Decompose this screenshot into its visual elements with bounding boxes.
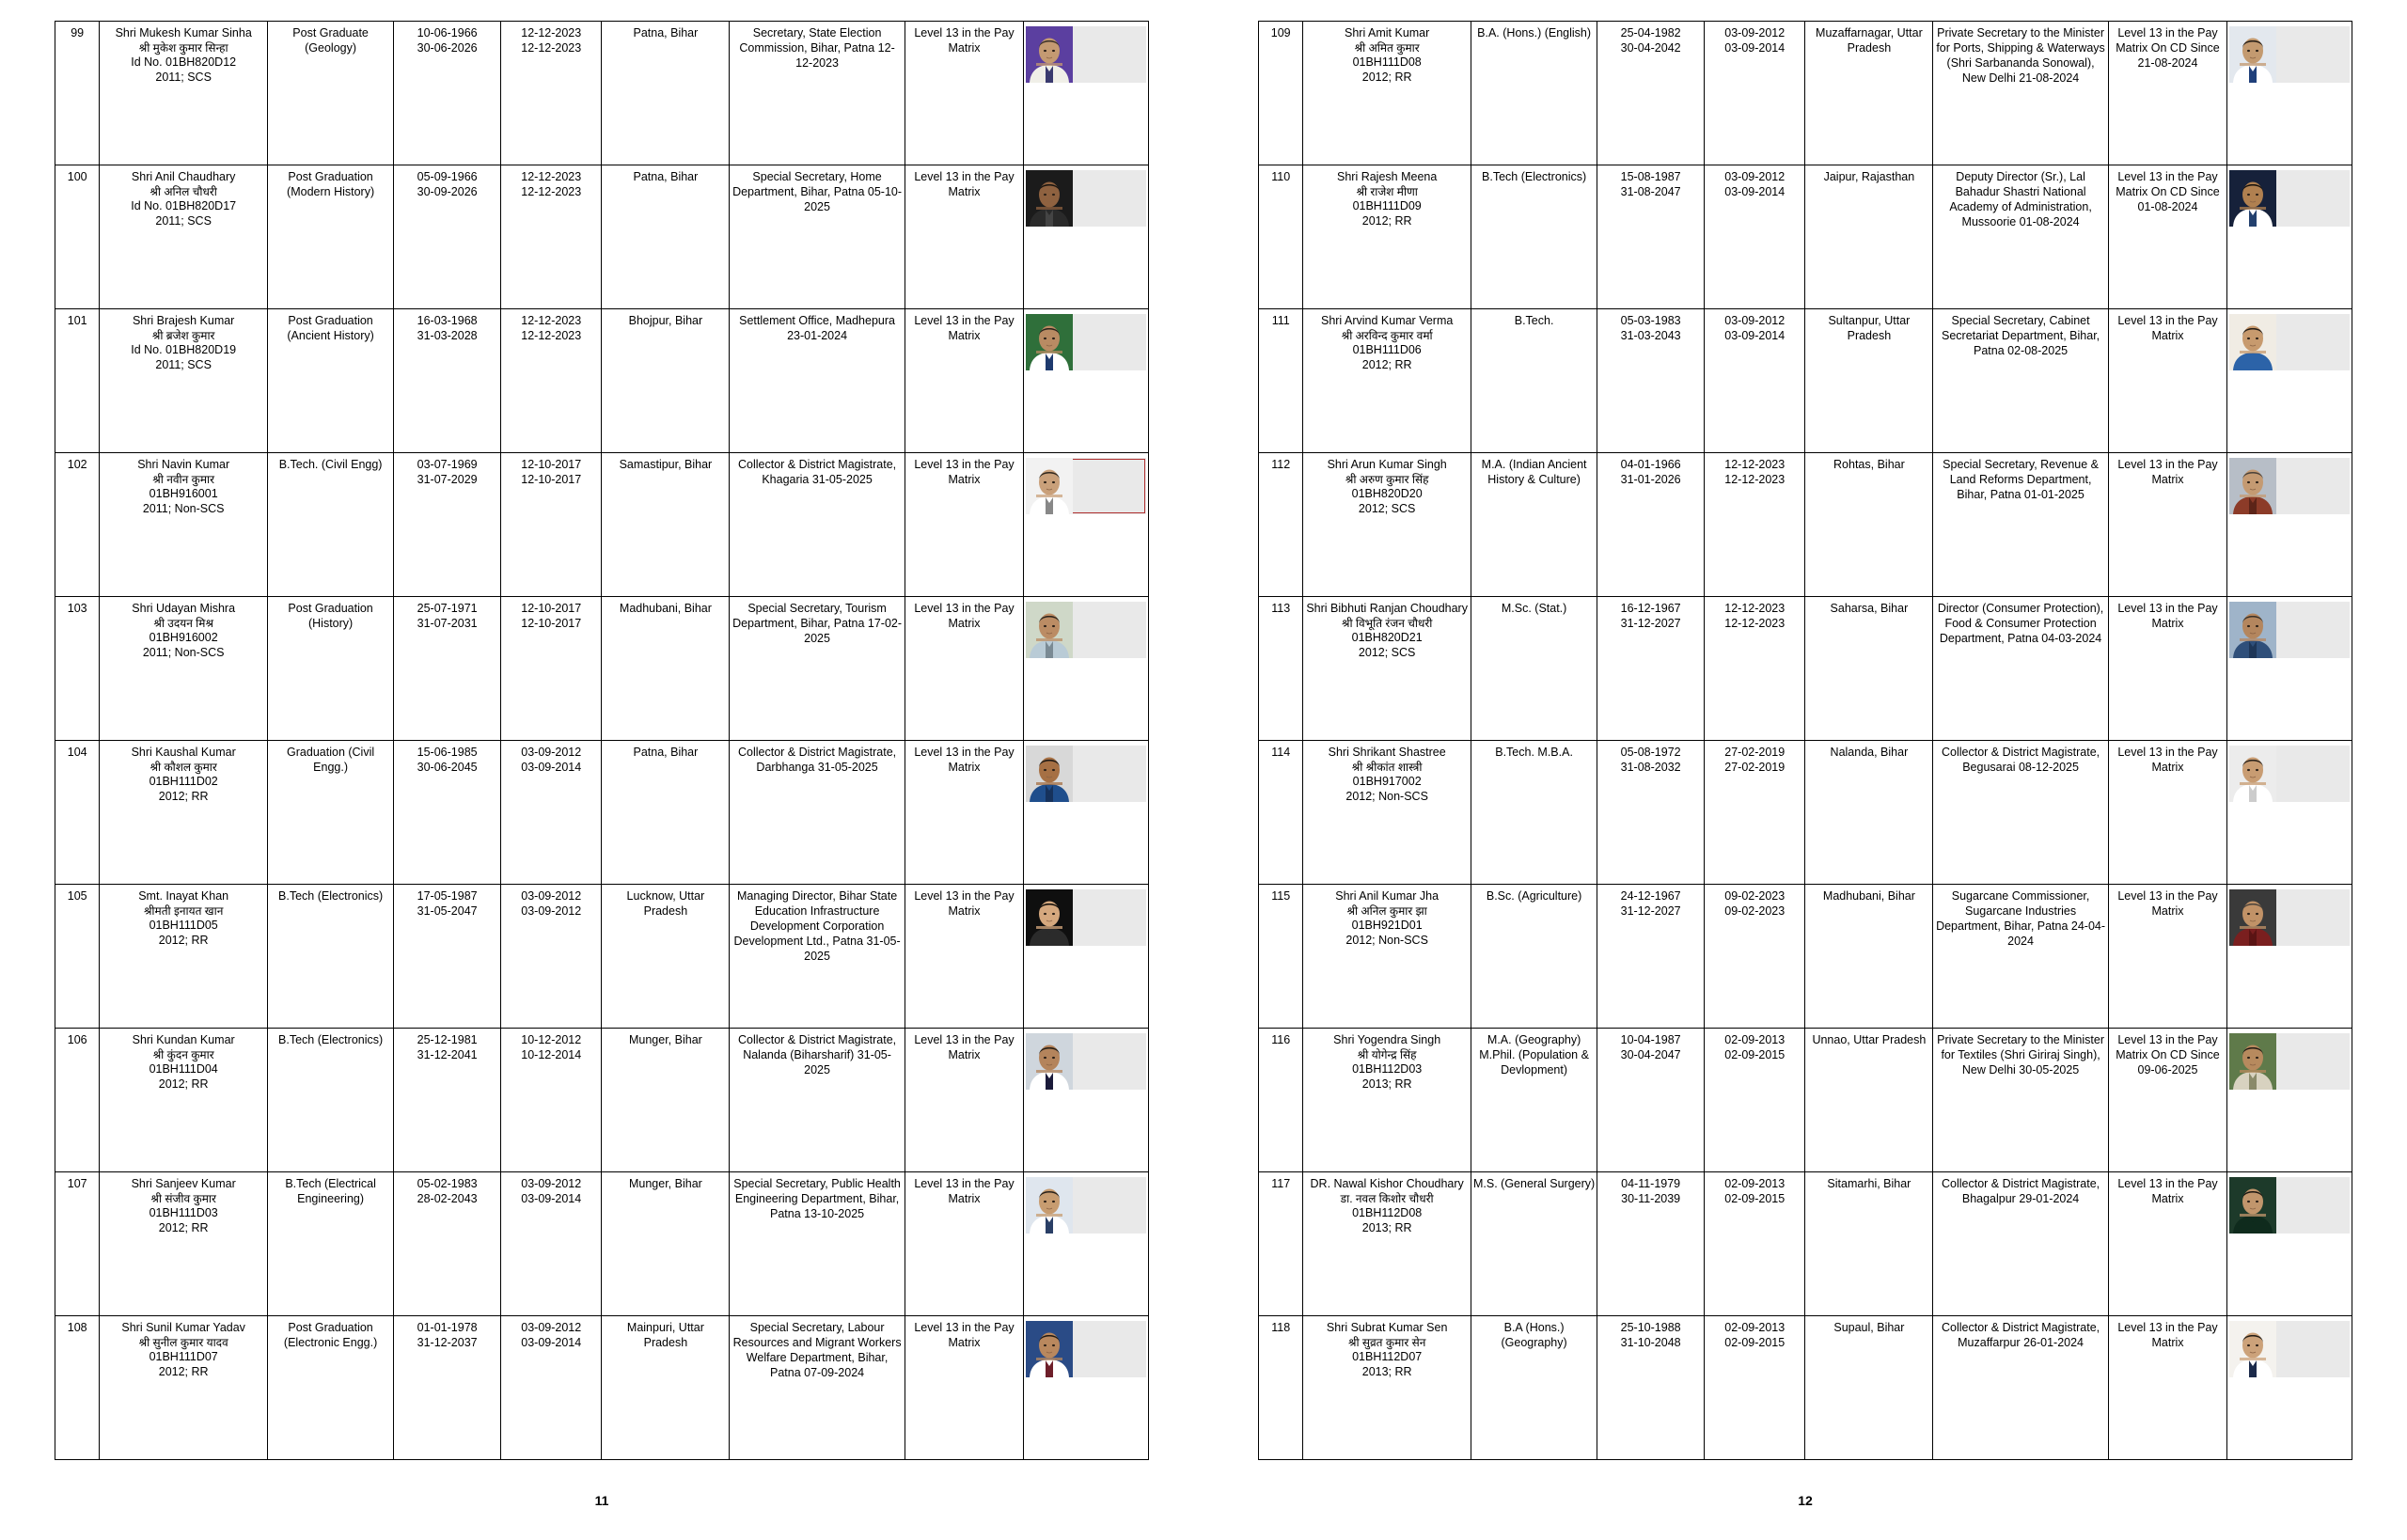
cell-dob-retirement: 10-06-1966 30-06-2026 [394,22,501,165]
cell-pay-level: Level 13 in the Pay Matrix [905,309,1023,453]
cell-dob-retirement: 24-12-1967 31-12-2027 [1597,885,1705,1029]
cell-qualification: B.Sc. (Agriculture) [1471,885,1597,1029]
cell-officer-name: Shri Anil Chaudhary श्री अनिल चौधरी Id No. 01BH820D17 2011; SCS [100,165,268,309]
cell-place: Nalanda, Bihar [1805,741,1933,885]
cell-appointment-dates: 12-12-2023 12-12-2023 [1705,597,1805,741]
cell-pay-level: Level 13 in the Pay Matrix [905,885,1023,1029]
cell-appointment-dates: 03-09-2012 03-09-2014 [1705,309,1805,453]
cell-qualification: B.Tech. (Civil Engg) [267,453,393,597]
table-row [55,741,1149,885]
cell-place: Samastipur, Bihar [602,453,730,597]
cell-pay-level: Level 13 in the Pay Matrix [905,1316,1023,1460]
cell-qualification: M.S. (General Surgery) [1471,1172,1597,1316]
cell-photo [2227,309,2352,453]
cell-qualification: Post Graduation (Modern History) [267,165,393,309]
cell-qualification: M.A. (Geography) M.Phil. (Population & Devlopment) [1471,1029,1597,1172]
cell-pay-level: Level 13 in the Pay Matrix [2108,885,2226,1029]
cell-serial: 111 [1259,309,1303,453]
cell-photo [1024,1172,1149,1316]
cell-designation: Managing Director, Bihar State Education Infrastructure Development Corporation Development Ltd., Patna 31-05-2025 [730,885,905,1029]
cell-designation: Collector & District Magistrate, Muzaffarpur 26-01-2024 [1933,1316,2108,1460]
cell-dob-retirement: 03-07-1969 31-07-2029 [394,453,501,597]
cell-designation: Special Secretary, Revenue & Land Reforms Department, Bihar, Patna 01-01-2025 [1933,453,2108,597]
cell-dob-retirement: 04-11-1979 30-11-2039 [1597,1172,1705,1316]
cell-appointment-dates: 03-09-2012 03-09-2012 [501,885,602,1029]
cell-designation: Collector & District Magistrate, Begusarai 08-12-2025 [1933,741,2108,885]
cell-dob-retirement: 25-10-1988 31-10-2048 [1597,1316,1705,1460]
cell-pay-level: Level 13 in the Pay Matrix [2108,309,2226,453]
cell-dob-retirement: 05-02-1983 28-02-2043 [394,1172,501,1316]
cell-pay-level: Level 13 in the Pay Matrix [905,1172,1023,1316]
cell-place: Lucknow, Uttar Pradesh [602,885,730,1029]
cell-photo [2227,885,2352,1029]
cell-photo [1024,597,1149,741]
cell-officer-name: Shri Udayan Mishra श्री उदयन मिश्र 01BH916002 2011; Non-SCS [100,597,268,741]
officer-photo [2229,889,2350,946]
officer-photo [1026,314,1146,370]
cell-serial: 105 [55,885,100,1029]
cell-serial: 100 [55,165,100,309]
cell-designation: Special Secretary, Tourism Department, Bihar, Patna 17-02-2025 [730,597,905,741]
table-row [55,885,1149,1029]
table-row [1259,309,2352,453]
cell-serial: 114 [1259,741,1303,885]
officer-photo [1026,458,1146,514]
cell-place: Sitamarhi, Bihar [1805,1172,1933,1316]
cell-pay-level: Level 13 in the Pay Matrix [2108,453,2226,597]
cell-officer-name: Shri Mukesh Kumar Sinha श्री मुकेश कुमार सिन्हा Id No. 01BH820D12 2011; SCS [100,22,268,165]
cell-officer-name: Shri Anil Kumar Jha श्री अनिल कुमार झा 01BH921D01 2012; Non-SCS [1303,885,1471,1029]
cell-appointment-dates: 03-09-2012 03-09-2014 [1705,165,1805,309]
cell-appointment-dates: 12-12-2023 12-12-2023 [501,22,602,165]
cell-qualification: B.A (Hons.) (Geography) [1471,1316,1597,1460]
cell-designation: Special Secretary, Public Health Engineering Department, Bihar, Patna 13-10-2025 [730,1172,905,1316]
cell-photo [1024,22,1149,165]
cell-place: Rohtas, Bihar [1805,453,1933,597]
cell-serial: 110 [1259,165,1303,309]
cell-appointment-dates: 02-09-2013 02-09-2015 [1705,1316,1805,1460]
cell-place: Patna, Bihar [602,165,730,309]
cell-dob-retirement: 05-08-1972 31-08-2032 [1597,741,1705,885]
cell-place: Patna, Bihar [602,741,730,885]
cell-pay-level: Level 13 in the Pay Matrix [905,741,1023,885]
cell-photo [1024,741,1149,885]
cell-officer-name: Shri Arvind Kumar Verma श्री अरविन्द कुमार वर्मा 01BH111D06 2012; RR [1303,309,1471,453]
cell-appointment-dates: 12-12-2023 12-12-2023 [1705,453,1805,597]
cell-designation: Private Secretary to the Minister for Ports, Shipping & Waterways (Shri Sarbananda Sonowal), New Delhi 21-08-2024 [1933,22,2108,165]
cell-qualification: B.Tech. [1471,309,1597,453]
table-row [1259,1029,2352,1172]
officer-photo [2229,1321,2350,1377]
cell-appointment-dates: 12-10-2017 12-10-2017 [501,597,602,741]
cell-photo [2227,597,2352,741]
officer-photo [2229,458,2350,514]
officer-photo [2229,314,2350,370]
table-row [1259,165,2352,309]
cell-dob-retirement: 15-06-1985 30-06-2045 [394,741,501,885]
cell-pay-level: Level 13 in the Pay Matrix [2108,1316,2226,1460]
table-row [55,1029,1149,1172]
cell-place: Mainpuri, Uttar Pradesh [602,1316,730,1460]
officers-table-right [1258,21,2352,1460]
cell-place: Muzaffarnagar, Uttar Pradesh [1805,22,1933,165]
cell-photo [2227,1172,2352,1316]
cell-pay-level: Level 13 in the Pay Matrix [905,165,1023,309]
cell-dob-retirement: 15-08-1987 31-08-2047 [1597,165,1705,309]
cell-pay-level: Level 13 in the Pay Matrix On CD Since 09-06-2025 [2108,1029,2226,1172]
cell-place: Supaul, Bihar [1805,1316,1933,1460]
cell-appointment-dates: 09-02-2023 09-02-2023 [1705,885,1805,1029]
cell-serial: 107 [55,1172,100,1316]
page-right [1204,0,2407,1540]
cell-appointment-dates: 12-10-2017 12-10-2017 [501,453,602,597]
cell-designation: Special Secretary, Home Department, Bihar, Patna 05-10-2025 [730,165,905,309]
cell-photo [2227,165,2352,309]
cell-appointment-dates: 02-09-2013 02-09-2015 [1705,1029,1805,1172]
cell-officer-name: Shri Shrikant Shastree श्री श्रीकांत शास्त्री 01BH917002 2012; Non-SCS [1303,741,1471,885]
cell-officer-name: Shri Subrat Kumar Sen श्री सुव्रत कुमार सेन 01BH112D07 2013; RR [1303,1316,1471,1460]
cell-appointment-dates: 02-09-2013 02-09-2015 [1705,1172,1805,1316]
officer-photo [2229,170,2350,227]
page-number-right: 12 [1798,1493,1813,1508]
cell-place: Munger, Bihar [602,1172,730,1316]
cell-officer-name: Shri Bibhuti Ranjan Choudhary श्री विभूति रंजन चौधरी 01BH820D21 2012; SCS [1303,597,1471,741]
cell-pay-level: Level 13 in the Pay Matrix [905,1029,1023,1172]
table-row [1259,1172,2352,1316]
cell-appointment-dates: 10-12-2012 10-12-2014 [501,1029,602,1172]
table-row [55,453,1149,597]
cell-qualification: Post Graduation (History) [267,597,393,741]
cell-serial: 106 [55,1029,100,1172]
cell-officer-name: Shri Rajesh Meena श्री राजेश मीणा 01BH111D09 2012; RR [1303,165,1471,309]
cell-officer-name: Shri Sunil Kumar Yadav श्री सुनील कुमार यादव 01BH111D07 2012; RR [100,1316,268,1460]
cell-designation: Collector & District Magistrate, Bhagalpur 29-01-2024 [1933,1172,2108,1316]
cell-pay-level: Level 13 in the Pay Matrix [905,453,1023,597]
cell-officer-name: Shri Kaushal Kumar श्री कौशल कुमार 01BH111D02 2012; RR [100,741,268,885]
page-number-left: 11 [594,1493,609,1508]
cell-appointment-dates: 27-02-2019 27-02-2019 [1705,741,1805,885]
table-row [55,1316,1149,1460]
officer-photo [2229,1033,2350,1090]
cell-dob-retirement: 04-01-1966 31-01-2026 [1597,453,1705,597]
cell-dob-retirement: 16-03-1968 31-03-2028 [394,309,501,453]
cell-serial: 115 [1259,885,1303,1029]
table-row [55,597,1149,741]
table-row [1259,453,2352,597]
cell-qualification: Post Graduation (Electronic Engg.) [267,1316,393,1460]
officer-photo [1026,1321,1146,1377]
cell-place: Munger, Bihar [602,1029,730,1172]
cell-appointment-dates: 03-09-2012 03-09-2014 [501,1172,602,1316]
officer-photo [1026,1033,1146,1090]
cell-dob-retirement: 05-03-1983 31-03-2043 [1597,309,1705,453]
cell-pay-level: Level 13 in the Pay Matrix On CD Since 01-08-2024 [2108,165,2226,309]
table-row [1259,1316,2352,1460]
cell-serial: 108 [55,1316,100,1460]
cell-qualification: B.Tech (Electronics) [267,885,393,1029]
officer-photo [2229,26,2350,83]
cell-dob-retirement: 01-01-1978 31-12-2037 [394,1316,501,1460]
cell-designation: Private Secretary to the Minister for Textiles (Shri Giriraj Singh), New Delhi 30-05-2025 [1933,1029,2108,1172]
cell-officer-name: Shri Amit Kumar श्री अमित कुमार 01BH111D08 2012; RR [1303,22,1471,165]
cell-pay-level: Level 13 in the Pay Matrix [2108,1172,2226,1316]
cell-photo [1024,309,1149,453]
cell-officer-name: Smt. Inayat Khan श्रीमती इनायत खान 01BH111D05 2012; RR [100,885,268,1029]
cell-designation: Director (Consumer Protection), Food & Consumer Protection Department, Patna 04-03-2024 [1933,597,2108,741]
cell-officer-name: Shri Yogendra Singh श्री योगेन्द्र सिंह 01BH112D03 2013; RR [1303,1029,1471,1172]
cell-place: Sultanpur, Uttar Pradesh [1805,309,1933,453]
table-row [55,22,1149,165]
officer-photo [1026,889,1146,946]
cell-serial: 113 [1259,597,1303,741]
cell-photo [2227,741,2352,885]
cell-designation: Deputy Director (Sr.), Lal Bahadur Shastri National Academy of Administration, Mussoorie 01-08-2024 [1933,165,2108,309]
cell-place: Unnao, Uttar Pradesh [1805,1029,1933,1172]
cell-photo [1024,165,1149,309]
cell-serial: 118 [1259,1316,1303,1460]
cell-qualification: B.Tech. M.B.A. [1471,741,1597,885]
cell-qualification: M.A. (Indian Ancient History & Culture) [1471,453,1597,597]
cell-pay-level: Level 13 in the Pay Matrix On CD Since 21-08-2024 [2108,22,2226,165]
cell-photo [2227,1029,2352,1172]
cell-serial: 112 [1259,453,1303,597]
cell-designation: Sugarcane Commissioner, Sugarcane Industries Department, Bihar, Patna 24-04-2024 [1933,885,2108,1029]
cell-serial: 102 [55,453,100,597]
cell-photo [1024,1029,1149,1172]
table-row [1259,885,2352,1029]
cell-dob-retirement: 25-04-1982 30-04-2042 [1597,22,1705,165]
officer-photo [1026,26,1146,83]
table-row [55,165,1149,309]
cell-designation: Collector & District Magistrate, Nalanda (Biharsharif) 31-05-2025 [730,1029,905,1172]
cell-place: Madhubani, Bihar [1805,885,1933,1029]
cell-designation: Collector & District Magistrate, Darbhanga 31-05-2025 [730,741,905,885]
cell-place: Jaipur, Rajasthan [1805,165,1933,309]
cell-serial: 109 [1259,22,1303,165]
cell-appointment-dates: 03-09-2012 03-09-2014 [501,741,602,885]
cell-officer-name: Shri Navin Kumar श्री नवीन कुमार 01BH916001 2011; Non-SCS [100,453,268,597]
cell-place: Madhubani, Bihar [602,597,730,741]
cell-dob-retirement: 16-12-1967 31-12-2027 [1597,597,1705,741]
officer-photo [1026,746,1146,802]
cell-place: Saharsa, Bihar [1805,597,1933,741]
cell-pay-level: Level 13 in the Pay Matrix [2108,741,2226,885]
officers-table-left [55,21,1149,1460]
cell-serial: 99 [55,22,100,165]
cell-photo [1024,453,1149,597]
table-row [55,1172,1149,1316]
cell-appointment-dates: 03-09-2012 03-09-2014 [1705,22,1805,165]
cell-designation: Secretary, State Election Commission, Bihar, Patna 12-12-2023 [730,22,905,165]
officer-photo [2229,602,2350,658]
officer-photo [2229,746,2350,802]
table-row [1259,741,2352,885]
officer-photo [1026,602,1146,658]
cell-pay-level: Level 13 in the Pay Matrix [2108,597,2226,741]
cell-officer-name: DR. Nawal Kishor Choudhary डा. नवल किशोर चौधरी 01BH112D08 2013; RR [1303,1172,1471,1316]
cell-photo [1024,885,1149,1029]
cell-serial: 101 [55,309,100,453]
officer-photo [1026,1177,1146,1234]
cell-photo [1024,1316,1149,1460]
cell-designation: Special Secretary, Labour Resources and Migrant Workers Welfare Department, Bihar, Patna 07-09-2024 [730,1316,905,1460]
cell-officer-name: Shri Sanjeev Kumar श्री संजीव कुमार 01BH111D03 2012; RR [100,1172,268,1316]
cell-pay-level: Level 13 in the Pay Matrix [905,597,1023,741]
cell-qualification: Post Graduation (Ancient History) [267,309,393,453]
cell-qualification: B.Tech (Electrical Engineering) [267,1172,393,1316]
cell-dob-retirement: 17-05-1987 31-05-2047 [394,885,501,1029]
cell-qualification: B.Tech (Electronics) [1471,165,1597,309]
cell-appointment-dates: 12-12-2023 12-12-2023 [501,309,602,453]
cell-qualification: B.Tech (Electronics) [267,1029,393,1172]
cell-serial: 117 [1259,1172,1303,1316]
cell-photo [2227,453,2352,597]
cell-appointment-dates: 12-12-2023 12-12-2023 [501,165,602,309]
cell-dob-retirement: 10-04-1987 30-04-2047 [1597,1029,1705,1172]
cell-qualification: M.Sc. (Stat.) [1471,597,1597,741]
cell-officer-name: Shri Brajesh Kumar श्री ब्रजेश कुमार Id No. 01BH820D19 2011; SCS [100,309,268,453]
cell-serial: 116 [1259,1029,1303,1172]
cell-place: Patna, Bihar [602,22,730,165]
cell-qualification: Graduation (Civil Engg.) [267,741,393,885]
officer-photo [2229,1177,2350,1234]
table-row [55,309,1149,453]
cell-officer-name: Shri Arun Kumar Singh श्री अरुण कुमार सिंह 01BH820D20 2012; SCS [1303,453,1471,597]
cell-qualification: B.A. (Hons.) (English) [1471,22,1597,165]
cell-qualification: Post Graduate (Geology) [267,22,393,165]
table-row [1259,597,2352,741]
cell-dob-retirement: 05-09-1966 30-09-2026 [394,165,501,309]
table-row [1259,22,2352,165]
officer-photo [1026,170,1146,227]
cell-designation: Special Secretary, Cabinet Secretariat Department, Bihar, Patna 02-08-2025 [1933,309,2108,453]
cell-photo [2227,1316,2352,1460]
cell-serial: 104 [55,741,100,885]
cell-dob-retirement: 25-12-1981 31-12-2041 [394,1029,501,1172]
cell-designation: Settlement Office, Madhepura 23-01-2024 [730,309,905,453]
cell-designation: Collector & District Magistrate, Khagaria 31-05-2025 [730,453,905,597]
cell-dob-retirement: 25-07-1971 31-07-2031 [394,597,501,741]
cell-officer-name: Shri Kundan Kumar श्री कुंदन कुमार 01BH111D04 2012; RR [100,1029,268,1172]
cell-place: Bhojpur, Bihar [602,309,730,453]
cell-photo [2227,22,2352,165]
cell-appointment-dates: 03-09-2012 03-09-2014 [501,1316,602,1460]
cell-pay-level: Level 13 in the Pay Matrix [905,22,1023,165]
cell-serial: 103 [55,597,100,741]
